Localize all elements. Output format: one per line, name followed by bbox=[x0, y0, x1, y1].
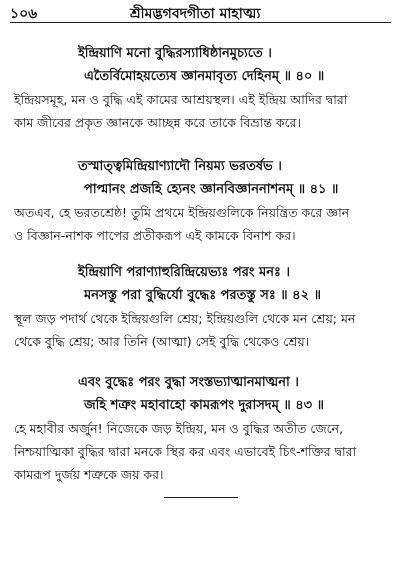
page-number: ১০৬ bbox=[10, 6, 38, 22]
verse-40-sanskrit-line-2: এতৈর্বিমোহয়ত্যেষ জ্ঞানমাবৃত্য দেহিনম্ ॥ ৪০ ॥ bbox=[84, 69, 325, 84]
verse-42-translation-line-2: থেকে বুদ্ধি শ্রেয়; আর তিনি (আত্মা) সেই বুদ্ধি থেকেও শ্রেয়। bbox=[14, 334, 310, 349]
verse-42-translation-line-1: স্থূল জড় পদার্থ থেকে ইন্দ্রিয়গুলি শ্রেয়; ইন্দ্রিয়গুলি থেকে মন শ্রেয়; মন bbox=[14, 311, 356, 326]
verse-40-translation-line-2: কাম জীবের প্রকৃত জ্ঞানকে আচ্ছন্ন করে তাকে বিভ্রান্ত করে। bbox=[14, 115, 302, 130]
verse-41-translation-line-2: ও বিজ্ঞান-নাশক পাপের প্রতীকরূপ এই কামকে বিনাশ কর। bbox=[14, 228, 296, 243]
verse-43-sanskrit-line-1: এবং বুদ্ধেঃ পরং বুদ্ধা সংস্তভ্যাত্মানমাত্মনা । bbox=[78, 375, 299, 390]
page-header bbox=[10, 2, 391, 23]
verse-40-translation-line-1: ইন্দ্রিয়সমূহ, মন ও বুদ্ধি এই কামের আশ্রয়স্থল। এই ইন্দ্রিয় আদির দ্বারা bbox=[14, 92, 348, 107]
verse-40-sanskrit-line-1: ইন্দ্রিয়াণি মনো বুদ্ধিরস্যাধিষ্ঠানমুচ্যতে । bbox=[78, 46, 272, 61]
end-divider bbox=[164, 497, 238, 498]
verse-43-translation-line-3: কামরূপ দুর্জয় শত্রুকে জয় কর। bbox=[14, 467, 164, 482]
verse-43-translation-line-2: নিশ্চয়াত্মিকা বুদ্ধির দ্বারা মনকে স্থির কর এবং এভাবেই চিৎ-শক্তির দ্বারা bbox=[14, 444, 357, 459]
verse-42-sanskrit-line-2: মনসস্তু পরা বুদ্ধির্যো বুদ্ধেঃ পরতস্তু সঃ ॥ ৪২ ॥ bbox=[84, 288, 321, 303]
verse-41-translation-line-1: অতএব, হে ভরতশ্রেষ্ঠ! তুমি প্রথমে ইন্দ্রিয়গুলিকে নিয়ন্ত্রিত করে জ্ঞান bbox=[14, 205, 350, 220]
verse-41-sanskrit-line-1: তস্মাত্ত্বমিন্দ্রিয়াণ্যাদৌ নিয়ম্য ভরতর্ষভ । bbox=[78, 159, 282, 174]
verse-41-sanskrit-line-2: পাপ্মানং প্রজহি হ্যেনং জ্ঞানবিজ্ঞাননাশনম্ ॥ ৪১ ॥ bbox=[84, 182, 339, 197]
verse-43-sanskrit-line-2: জহি শত্রুং মহাবাহো কামরূপং দুরাসদম্ ॥ ৪৩ ॥ bbox=[84, 398, 325, 413]
verse-42-sanskrit-line-1: ইন্দ্রিয়াণি পরাণ্যাহুরিন্দ্রিয়েভ্যঃ পরং মনঃ । bbox=[78, 265, 291, 280]
running-title: শ্রীমদ্ভগবদগীতা মাহাত্ম্য bbox=[130, 6, 261, 22]
verse-43-translation-line-1: হে মহাবীর অর্জুন! নিজেকে জড় ইন্দ্রিয়, মন ও বুদ্ধির অতীত জেনে, bbox=[14, 421, 344, 436]
